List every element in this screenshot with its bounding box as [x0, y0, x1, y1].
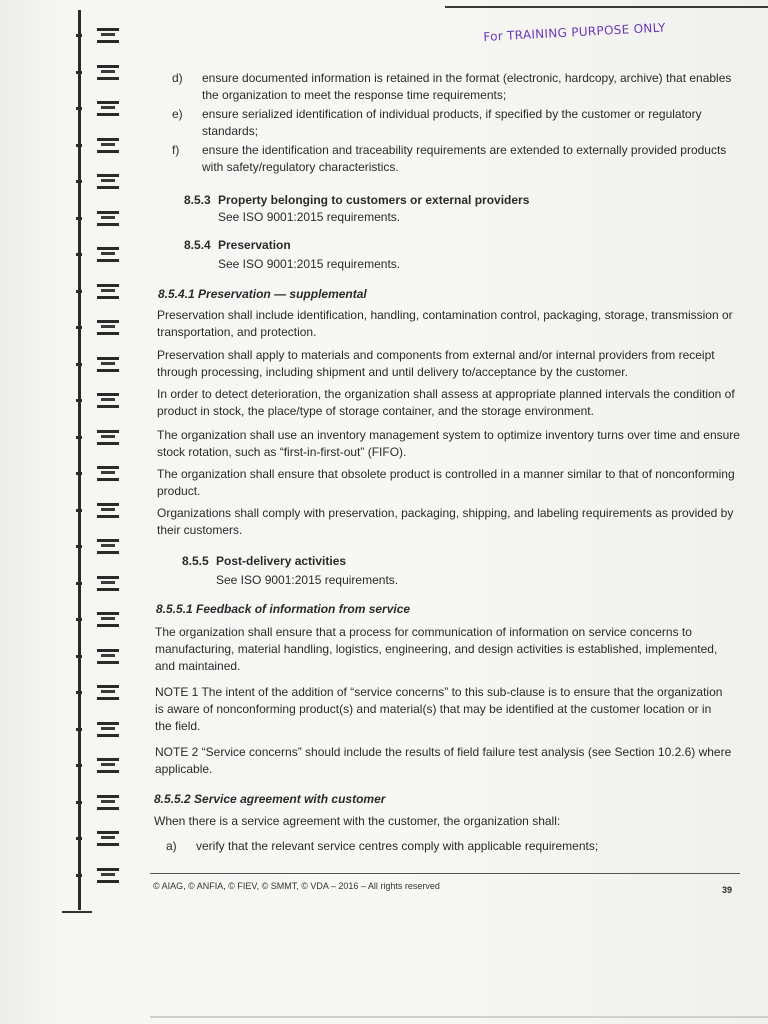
paragraph: The organization shall ensure that obsolete product is controlled in a manner similar to that of nonconforming product.: [157, 467, 735, 498]
binding-spine-notch: [76, 399, 82, 402]
footer-rule: [150, 873, 740, 874]
binding-spine-notch: [76, 326, 82, 329]
paragraph: When there is a service agreement with the customer, the organization shall:: [154, 814, 561, 828]
binding-spine-notch: [76, 582, 82, 585]
paragraph: Organizations shall comply with preservation, packaging, shipping, and labeling requirements as provided by their customers.: [157, 506, 734, 537]
binding-ring: [97, 503, 119, 518]
page-bottom-edge: [150, 1016, 768, 1018]
see-reference: See ISO 9001:2015 requirements.: [218, 257, 401, 271]
list-label: f): [172, 143, 180, 157]
list-label: a): [166, 839, 177, 853]
binding-ring: [97, 28, 119, 43]
list-text: ensure documented information is retained in the format (electronic, hardcopy, archive) that enables the organization to meet the response time requirements;: [202, 71, 732, 102]
binding-spine-notch: [76, 144, 82, 147]
binding-spine-notch: [76, 436, 82, 439]
footer-copyright: © AIAG, © ANFIA, © FIEV, © SMMT, © VDA – 2016 – All rights reserved: [153, 881, 440, 891]
binding-ring: [97, 65, 119, 80]
training-stamp: For TRAINING PURPOSE ONLY: [483, 20, 666, 44]
list-label: e): [172, 107, 183, 121]
section-number: 8.5.5: [182, 554, 209, 568]
list-text: ensure the identification and traceability requirements are extended to externally provided products with safety/regulatory characteristics.: [202, 143, 727, 174]
binding-spine-notch: [76, 71, 82, 74]
binding-spine-notch: [76, 801, 82, 804]
binding-ring: [97, 685, 119, 700]
spiral-binding: [0, 0, 140, 1024]
binding-spine-notch: [76, 837, 82, 840]
paragraph: Preservation shall include identification, handling, contamination control, packaging, storage, transmission or transportation, and protection.: [157, 308, 733, 339]
binding-spine-notch: [76, 363, 82, 366]
see-reference: See ISO 9001:2015 requirements.: [218, 210, 401, 224]
top-rule: [445, 6, 768, 8]
binding-ring: [97, 576, 119, 591]
section-number: 8.5.4: [184, 238, 211, 252]
binding-spine-notch: [76, 618, 82, 621]
heading-8-5-5-2: 8.5.5.2 Service agreement with customer: [154, 792, 386, 806]
binding-ring: [97, 138, 119, 153]
binding-ring: [97, 612, 119, 627]
binding-ring: [97, 649, 119, 664]
binding-spine-notch: [76, 874, 82, 877]
binding-spine-notch: [76, 655, 82, 658]
binding-ring: [97, 758, 119, 773]
binding-ring: [97, 357, 119, 372]
section-title: Post-delivery activities: [216, 554, 347, 568]
binding-spine-notch: [76, 509, 82, 512]
binding-spine-notch: [76, 545, 82, 548]
binding-spine-notch: [76, 107, 82, 110]
heading-8-5-3: [184, 193, 529, 207]
section-title: Preservation: [218, 238, 291, 252]
binding-spine-notch: [76, 728, 82, 731]
binding-spine-notch: [76, 290, 82, 293]
see-reference: See ISO 9001:2015 requirements.: [216, 573, 399, 587]
binding-spine-notch: [76, 472, 82, 475]
binding-ring: [97, 539, 119, 554]
binding-ring: [97, 211, 119, 226]
section-number: 8.5.3: [184, 193, 211, 207]
heading-8-5-5-1: 8.5.5.1 Feedback of information from service: [156, 602, 411, 616]
binding-ring: [97, 174, 119, 189]
binding-ring: [97, 393, 119, 408]
paragraph: The organization shall use an inventory management system to optimize inventory turns over time and ensure stock rotation, such as “first-in-first-out” (FIFO).: [157, 428, 740, 459]
binding-ring: [97, 430, 119, 445]
binding-ring: [97, 466, 119, 481]
binding-ring: [97, 247, 119, 262]
binding-ring: [97, 831, 119, 846]
binding-ring: [97, 284, 119, 299]
paragraph: Preservation shall apply to materials and components from external and/or internal providers from receipt through processing, including shipment and until delivery to/acceptance by the customer.: [157, 348, 715, 379]
binding-spine-foot: [62, 911, 92, 913]
binding-spine-notch: [76, 691, 82, 694]
heading-8-5-4: [184, 238, 291, 252]
section-title: Property belonging to customers or external providers: [218, 193, 530, 207]
binding-ring: [97, 722, 119, 737]
page-number: 39: [722, 885, 733, 895]
binding-spine-notch: [76, 253, 82, 256]
heading-8-5-4-1: 8.5.4.1 Preservation — supplemental: [158, 287, 367, 301]
binding-ring: [97, 101, 119, 116]
note-2: NOTE 2 “Service concerns” should include the results of field failure test analysis (see Section 10.2.6) where applicable.: [155, 745, 732, 776]
binding-ring: [97, 320, 119, 335]
binding-spine-notch: [76, 764, 82, 767]
binding-ring: [97, 795, 119, 810]
heading-8-5-5: [182, 554, 346, 568]
list-text: verify that the relevant service centres comply with applicable requirements;: [196, 839, 599, 853]
list-label: d): [172, 71, 183, 85]
paragraph: In order to detect deterioration, the organization shall assess at appropriate planned intervals the condition of product in stock, the place/type of storage container, and the storage environment.: [157, 387, 735, 418]
list-text: ensure serialized identification of individual products, if specified by the customer or regulatory standards;: [202, 107, 702, 138]
binding-spine-notch: [76, 217, 82, 220]
paragraph: The organization shall ensure that a process for communication of information on service concerns to manufacturing, material handling, logistics, engineering, and design activities is established, implemented, and maintained.: [155, 625, 718, 673]
binding-spine-notch: [76, 180, 82, 183]
binding-spine-notch: [76, 34, 82, 37]
note-1: NOTE 1 The intent of the addition of “service concerns” to this sub-clause is to ensure that the organization is aware of nonconforming product(s) and material(s) that may be identified at the customer location or in the field.: [155, 685, 723, 733]
binding-ring: [97, 868, 119, 883]
